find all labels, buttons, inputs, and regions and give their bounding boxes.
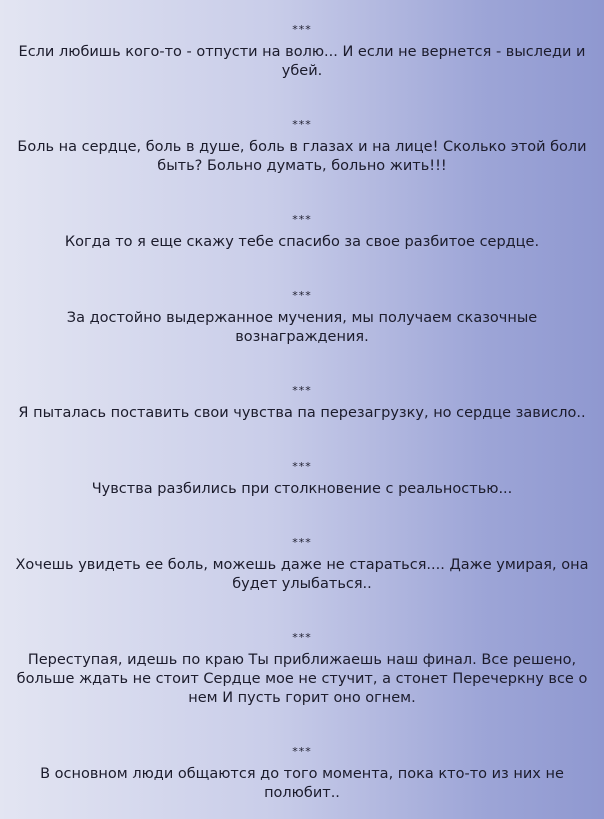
quote-text: Переступая, идешь по краю Ты приближаешь наш финал. Все решено, больше ждать не стоит Сердце мое не стучит, а стонет Перечеркну все о нем И пусть горит оно огнем. bbox=[16, 652, 588, 706]
separator: *** bbox=[292, 23, 312, 36]
quote-entry bbox=[14, 537, 590, 594]
separator: *** bbox=[292, 460, 312, 473]
separator: *** bbox=[292, 118, 312, 131]
quote-entry bbox=[14, 119, 590, 176]
separator: *** bbox=[292, 213, 312, 226]
quote-text: Хочешь увидеть ее боль, можешь даже не стараться.... Даже умирая, она будет улыбаться.. bbox=[15, 557, 589, 592]
quote-text: В основном люди общаются до того момента, пока кто-то из них не полюбит.. bbox=[40, 766, 564, 801]
quote-text: Чувства разбились при столкновение с реальностью... bbox=[91, 481, 513, 497]
quote-text: Боль на сердце, боль в душе, боль в глазах и на лице! Сколько этой боли быть? Больно думать, больно жить!!! bbox=[17, 139, 587, 174]
quote-entry bbox=[14, 24, 590, 81]
quote-text: Когда то я еще скажу тебе спасибо за свое разбитое сердце. bbox=[64, 234, 540, 250]
quote-entry bbox=[14, 632, 590, 708]
quote-entry bbox=[14, 746, 590, 803]
separator: *** bbox=[292, 631, 312, 644]
quote-entry bbox=[14, 385, 590, 423]
quote-text: Я пыталась поставить свои чувства па перезагрузку, но сердце зависло.. bbox=[18, 405, 586, 421]
separator: *** bbox=[292, 745, 312, 758]
quote-entry bbox=[14, 461, 590, 499]
separator: *** bbox=[292, 289, 312, 302]
quote-entry bbox=[14, 290, 590, 347]
separator: *** bbox=[292, 536, 312, 549]
quote-text: За достойно выдержанное мучения, мы получаем сказочные вознаграждения. bbox=[66, 310, 538, 345]
quote-entry bbox=[14, 214, 590, 252]
quote-text: Если любишь кого-то - отпусти на волю... И если не вернется - выследи и убей. bbox=[18, 44, 586, 79]
separator: *** bbox=[292, 384, 312, 397]
